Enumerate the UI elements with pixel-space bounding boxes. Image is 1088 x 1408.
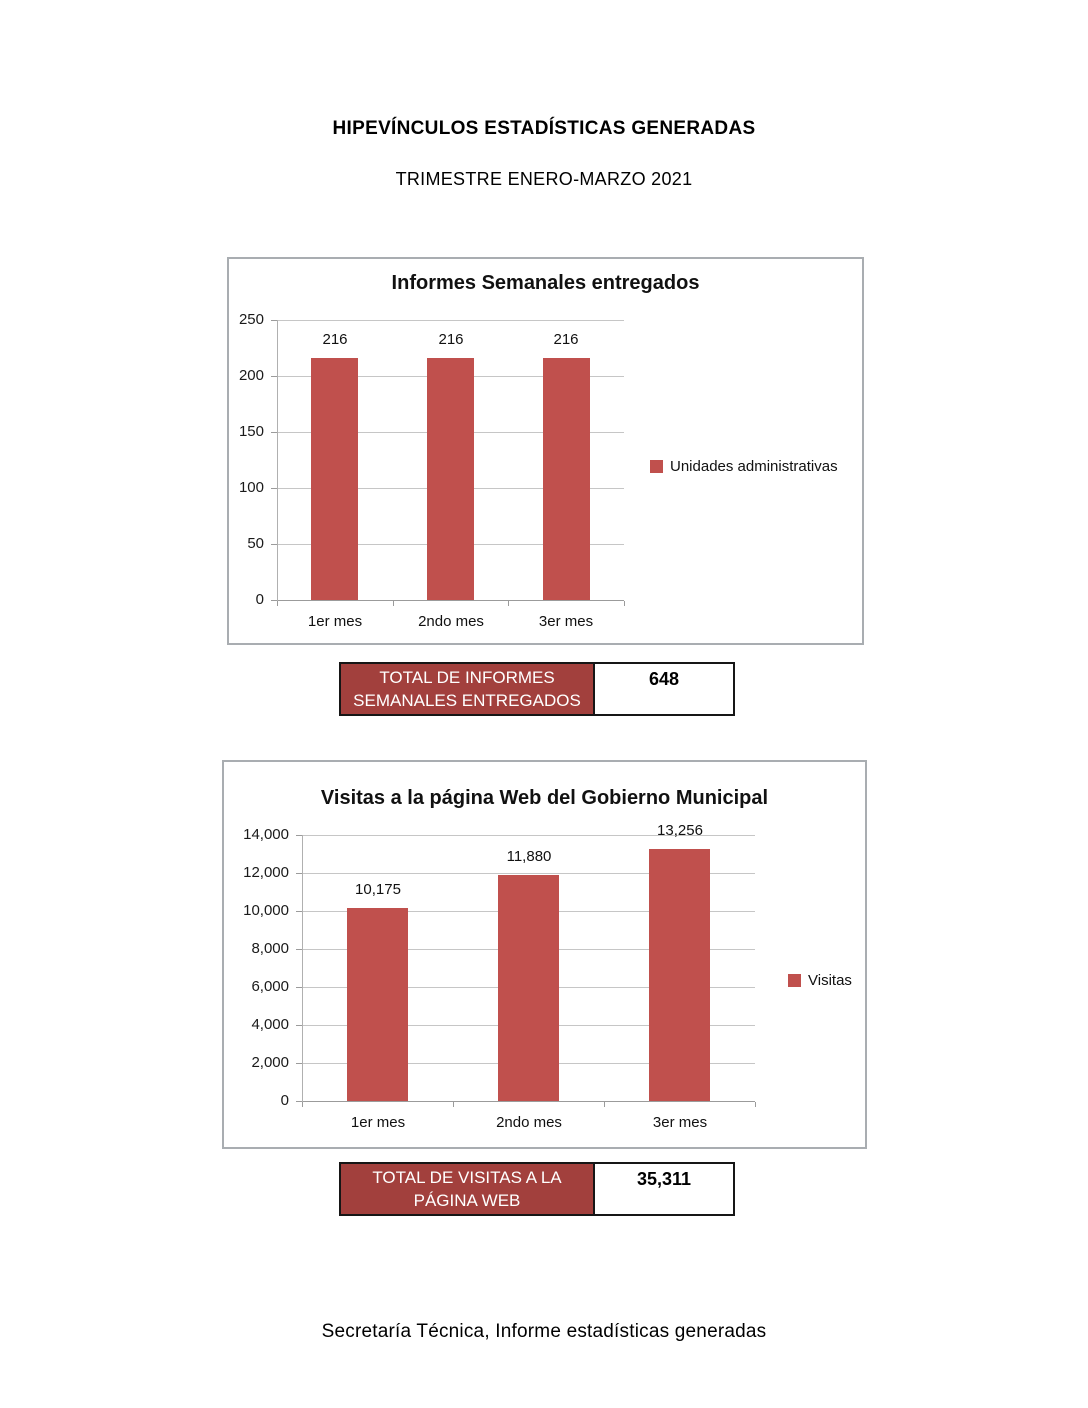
x-axis-tick xyxy=(604,1102,605,1107)
y-axis-tick-label: 14,000 xyxy=(243,826,289,843)
total-visitas-value-cell: 35,311 xyxy=(636,1169,692,1189)
x-axis-category-label: 2ndo mes xyxy=(418,613,484,630)
page-title: HIPEVÍNCULOS ESTADÍSTICAS GENERADAS xyxy=(332,118,756,139)
total-visitas-label-cell xyxy=(341,1164,595,1214)
legend-label: Visitas xyxy=(808,972,852,989)
x-axis-category-label: 1er mes xyxy=(350,1114,406,1131)
x-axis-category-label: 3er mes xyxy=(538,613,594,630)
legend-marker xyxy=(788,974,801,987)
bar-data-label: 13,256 xyxy=(657,822,703,839)
bar-2ndo-mes xyxy=(427,358,474,600)
total-informes-value-cell: 648 xyxy=(648,669,680,689)
y-axis-tick-label: 50 xyxy=(247,535,264,552)
chart-title: Visitas a la página Web del Gobierno Municipal xyxy=(320,787,769,809)
page-footer: Secretaría Técnica, Informe estadísticas generadas xyxy=(321,1321,767,1342)
x-axis-tick xyxy=(277,601,278,606)
legend-marker xyxy=(650,460,663,473)
x-axis-category-label: 2ndo mes xyxy=(496,1114,562,1131)
bar-3er-mes xyxy=(649,849,710,1101)
bar-data-label: 10,175 xyxy=(355,881,401,898)
x-axis-category-label: 1er mes xyxy=(307,613,363,630)
y-axis-tick-label: 100 xyxy=(238,479,264,496)
y-axis-tick-label: 6,000 xyxy=(251,978,289,995)
total-informes-label-cell xyxy=(341,664,595,714)
legend xyxy=(650,458,838,475)
x-axis-tick xyxy=(393,601,394,606)
x-axis-tick xyxy=(453,1102,454,1107)
y-axis-tick-label: 4,000 xyxy=(251,1016,289,1033)
total-label-line: TOTAL DE INFORMES xyxy=(379,668,555,687)
y-axis-tick-label: 250 xyxy=(238,311,264,328)
y-axis-tick-label: 200 xyxy=(238,367,264,384)
y-axis-tick-label: 150 xyxy=(238,423,264,440)
bar-data-label: 216 xyxy=(322,331,348,348)
x-axis-line xyxy=(277,600,624,601)
total-label-line: TOTAL DE VISITAS A LA xyxy=(372,1168,562,1187)
legend-label: Unidades administrativas xyxy=(670,458,838,475)
y-axis-line xyxy=(302,835,303,1106)
bar-data-label: 216 xyxy=(438,331,464,348)
x-axis-tick xyxy=(508,601,509,606)
chart-informes-semanales xyxy=(227,257,864,645)
legend xyxy=(788,972,852,989)
bar-data-label: 216 xyxy=(553,331,579,348)
bar-1er-mes xyxy=(347,908,408,1101)
y-axis-tick-label: 0 xyxy=(280,1092,289,1109)
total-informes-table xyxy=(339,662,735,716)
y-axis-tick-label: 0 xyxy=(255,591,264,608)
bar-2ndo-mes xyxy=(498,875,559,1101)
total-visitas-table xyxy=(339,1162,735,1216)
bar-3er-mes xyxy=(543,358,590,600)
total-label-line: PÁGINA WEB xyxy=(413,1191,521,1210)
y-axis-tick-label: 10,000 xyxy=(243,902,289,919)
x-axis-line xyxy=(302,1101,755,1102)
y-axis-line xyxy=(277,320,278,605)
y-axis-tick-label: 12,000 xyxy=(243,864,289,881)
x-axis-category-label: 3er mes xyxy=(652,1114,708,1131)
bar-1er-mes xyxy=(311,358,358,600)
bar-data-label: 11,880 xyxy=(506,848,552,865)
x-axis-tick xyxy=(755,1102,756,1107)
page-subtitle: TRIMESTRE ENERO-MARZO 2021 xyxy=(395,169,693,189)
y-axis-tick-label: 2,000 xyxy=(251,1054,289,1071)
chart-visitas-pagina-web xyxy=(222,760,867,1149)
y-axis-tick-label: 8,000 xyxy=(251,940,289,957)
x-axis-tick xyxy=(302,1102,303,1107)
gridline xyxy=(277,320,624,321)
chart-title: Informes Semanales entregados xyxy=(391,272,700,294)
total-label-line: SEMANALES ENTREGADOS xyxy=(353,691,581,710)
x-axis-tick xyxy=(624,601,625,606)
